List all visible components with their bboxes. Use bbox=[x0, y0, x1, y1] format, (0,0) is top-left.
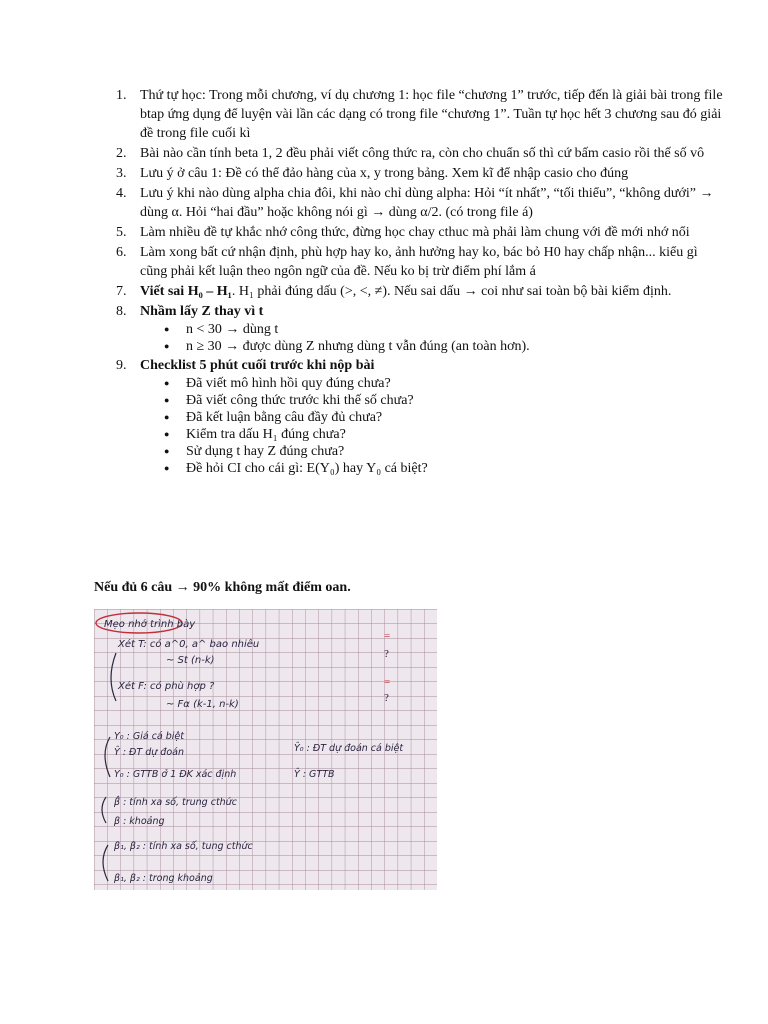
photo-line: ~ St (n-k) bbox=[166, 655, 215, 666]
photo-line: Ŷ : GTTB bbox=[294, 769, 335, 780]
photo-line: β̂ : tính xa số, trung cthức bbox=[114, 797, 237, 808]
item-heading: Checklist 5 phút cuối trước khi nộp bài bbox=[140, 358, 375, 373]
handwritten-notes-photo bbox=[94, 609, 437, 890]
bullet-item: ● Kiểm tra dấu H₁ đúng chưa? bbox=[186, 426, 725, 443]
photo-line: Ŷ₀ : ĐT dự đoán cá biệt bbox=[294, 743, 404, 754]
list-item: 2. Bài nào cần tính beta 1, 2 đều phải viết công thức ra, còn cho chuẩn số thì cứ bấm casio rồi thế số vô bbox=[116, 146, 705, 161]
item-heading: Viết sai H₀ – H₁ bbox=[140, 284, 232, 299]
photo-mark: ? bbox=[384, 692, 389, 704]
photo-mark: = bbox=[384, 630, 391, 642]
photo-line: β₁, β₂ : trong khoảng bbox=[114, 873, 213, 884]
photo-mark: ? bbox=[384, 648, 389, 660]
photo-title: Mẹo nhớ trình bày bbox=[104, 619, 196, 630]
notes-list bbox=[94, 86, 725, 478]
photo-line: Y₀ : GTTB ở 1 ĐK xác định bbox=[114, 769, 237, 780]
bullet-item: ● Đã viết mô hình hồi quy đúng chưa? bbox=[186, 375, 725, 392]
sub-list bbox=[140, 321, 725, 355]
photo-line: ~ Fα (k-1, n-k) bbox=[166, 699, 239, 710]
photo-line: Y₀ : Giá cá biệt bbox=[114, 731, 184, 742]
photo-line: β₁, β₂ : tính xa số, tung cthức bbox=[114, 841, 253, 852]
list-item: 8. Nhầm lấy Z thay vì t ● n < 30 → dùng t ● n ≥ 30 → được dùng Z nhưng dùng t vẫn đúng (an toàn hơn). bbox=[140, 302, 725, 355]
bullet-item: ● Đề hỏi CI cho cái gì: E(Y₀) hay Y₀ cá biệt? bbox=[186, 460, 725, 477]
list-item: 6. Làm xong bất cứ nhận định, phù hợp hay ko, ảnh hưởng hay ko, bác bỏ H0 hay chấp nhận... kiểu gì cũng phải kết luận theo ngôn ngữ của đề. Nếu ko bị trừ điểm phí lắm á bbox=[116, 245, 698, 279]
bullet-item: ● Sử dụng t hay Z đúng chưa? bbox=[186, 443, 725, 460]
final-note: Nếu đủ 6 câu → 90% không mất điểm oan. bbox=[94, 580, 351, 595]
list-item: 9. Checklist 5 phút cuối trước khi nộp bài ● Đã viết mô hình hồi quy đúng chưa? ● Đã viết công thức trước khi thế số chưa? ● Đã kết luận bằng câu đầy đủ chưa? ● Kiểm tra dấu H₁ đúng chưa? ● Sử dụng t hay Z đúng chưa? ● Đề hỏi CI cho cái gì: E(Y₀) hay Y₀ cá biệt? bbox=[140, 356, 725, 477]
list-item: 4. Lưu ý khi nào dùng alpha chia đôi, khi nào chỉ dùng alpha: Hỏi “ít nhất”, “tối thiểu”, “không dưới” → dùng α. Hỏi “hai đầu” hoặc không nói gì → dùng α/2. (có trong file á) bbox=[116, 186, 714, 220]
bullet-item: ● Đã viết công thức trước khi thế số chưa? bbox=[186, 392, 725, 409]
photo-line: Xét T: có a^0, a^ bao nhiêu bbox=[118, 639, 260, 650]
photo-line: Xét F: có phù hợp ? bbox=[118, 681, 215, 692]
checklist bbox=[140, 375, 725, 477]
photo-line: β : khoảng bbox=[114, 816, 165, 827]
photo-line: Ŷ : ĐT dự đoán bbox=[114, 747, 184, 758]
bullet-item: ● n < 30 → dùng t bbox=[186, 321, 725, 338]
item-heading: Nhầm lấy Z thay vì t bbox=[140, 304, 264, 319]
list-item: 5. Làm nhiều đề tự khắc nhớ công thức, đừng học chay cthuc mà phải làm chung với đề mới nhớ nổi bbox=[116, 225, 690, 240]
bullet-item: ● Đã kết luận bằng câu đầy đủ chưa? bbox=[186, 409, 725, 426]
list-item: 3. Lưu ý ở câu 1: Đề có thể đảo hàng của x, y trong bảng. Xem kĩ để nhập casio cho đúng bbox=[116, 166, 629, 181]
photo-mark: = bbox=[384, 676, 391, 688]
list-item: 1. Thứ tự học: Trong mỗi chương, ví dụ chương 1: học file “chương 1” trước, tiếp đến là giải bài trong file btap ứng dụng để luyện vài lần các dạng có trong file “chương 1”. Tuần tự học hết 3 chương sau đó giải đề trong file cuối kì bbox=[116, 88, 723, 141]
list-item: 7. Viết sai H₀ – H₁. H₁ phải đúng dấu (>, <, ≠). Nếu sai dấu → coi như sai toàn bộ bài kiểm định. bbox=[116, 284, 672, 299]
bullet-item: ● n ≥ 30 → được dùng Z nhưng dùng t vẫn đúng (an toàn hơn). bbox=[186, 338, 725, 355]
